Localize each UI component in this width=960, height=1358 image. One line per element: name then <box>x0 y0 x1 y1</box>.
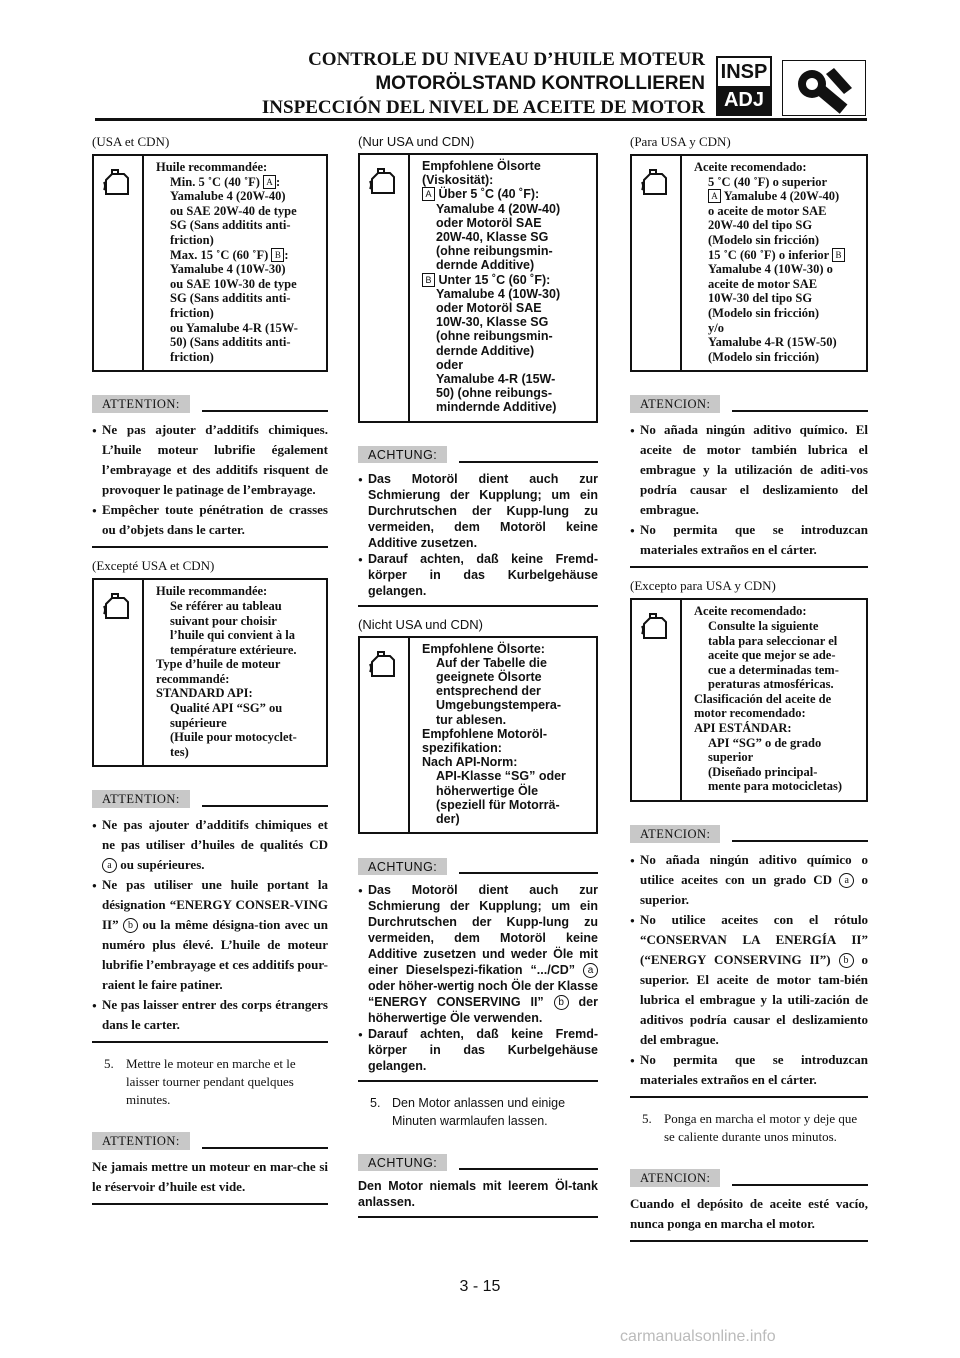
warning-rule <box>459 872 598 874</box>
bullet-dot: ● <box>358 886 363 896</box>
bullet-text: Empêcher toute pénétration de crasses ou d’objets dans le carter. <box>102 502 328 538</box>
bullet-text: Darauf achten, daß keine Fremd-körper in das Kurbelgehäuse gelangen. <box>368 1027 598 1074</box>
caution-3-title <box>630 1168 868 1188</box>
box-line: friction) <box>170 232 214 247</box>
box-line: friction) <box>170 305 214 320</box>
box-line: o aceite de motor SAE <box>708 203 827 218</box>
bullet-dot: ● <box>630 526 635 536</box>
region-label: (Nicht USA und CDN) <box>358 616 483 632</box>
box-line: API ESTÁNDAR: <box>694 721 792 736</box>
box-line: (ohne reibungsmin- <box>436 329 553 344</box>
header-rule <box>95 118 867 121</box>
bullet-text: Ne pas ajouter d’additifs chimiques et ne pas utiliser d’huiles de qualités CD a ou supérieures. <box>102 817 328 873</box>
box-line: STANDARD API: <box>156 686 253 701</box>
bullet-item <box>630 1050 868 1090</box>
caution-2 <box>92 789 328 1043</box>
region-label: (USA et CDN) <box>92 134 170 149</box>
box-line: peraturas atmosféricas. <box>708 677 834 692</box>
oil-spec-box-2-text <box>144 580 305 765</box>
oil-spec-box-1-text <box>144 156 306 370</box>
bullet-dot: ● <box>630 1056 635 1066</box>
caution-1-title <box>92 394 328 414</box>
box-line: Yamalube 4-R (15W-50) <box>708 335 837 350</box>
oil-spec-box-2-text <box>410 638 574 833</box>
caution-3 <box>358 1152 598 1218</box>
bullet-item <box>630 420 868 520</box>
caution-1-body <box>92 420 328 548</box>
bullet-item <box>358 471 598 551</box>
bullet-item <box>92 815 328 875</box>
caution-2 <box>358 856 598 1082</box>
bullet-text: Ne pas utiliser une huile portant la désignation “ENERGY CONSER-VING II” b ou la même désigna-tion avec un numéro plus élevé. L’huile de moteur lubrifie l’embrayage et ces additifs pour-raient le faire patiner. <box>102 877 328 993</box>
bullet-item <box>92 420 328 500</box>
bullet-text: Ne pas laisser entrer des corps étrangers dans le carter. <box>102 997 328 1033</box>
caution-3-body: Den Motor niemals mit leerem Öl-tank anlassen. <box>358 1178 598 1218</box>
box-line: (Diseñado principal- <box>708 764 818 779</box>
box-line: (Modelo sin fricción) <box>708 349 820 364</box>
box-line: 50) (Sans additits anti- <box>170 335 291 350</box>
oil-spec-box-1-text <box>682 156 853 370</box>
bullet-item <box>358 551 598 599</box>
box-line: motor recomendado: <box>694 706 806 721</box>
caution-1-title <box>630 394 868 414</box>
caution-1 <box>630 394 868 568</box>
oil-spec-box-2 <box>92 578 328 767</box>
bullet-item <box>630 850 868 910</box>
ref-box-b: B <box>832 248 845 262</box>
warning-rule <box>459 1168 598 1170</box>
box-line: Auf der Tabelle die <box>436 655 547 670</box>
warning-label: ATENCION: <box>630 825 720 843</box>
bullet-item <box>92 875 328 995</box>
step-5 <box>92 1055 328 1109</box>
page-header <box>262 48 705 120</box>
box-line: ou Yamalube 4-R (15W- <box>170 320 298 335</box>
warning-label: ATTENTION: <box>92 395 190 413</box>
box-line: Yamalube 4 (10W-30) o <box>708 262 833 277</box>
step-number: 5. <box>642 1111 652 1127</box>
warning-label: ATTENTION: <box>92 790 190 808</box>
box-line: 20W-40 del tipo SG <box>708 218 813 233</box>
bullet-item <box>92 500 328 540</box>
box-line: friction) <box>170 349 214 364</box>
watermark: carmanualsonline.info <box>620 1328 776 1345</box>
box-line: API “SG” o de grado <box>708 735 822 750</box>
caution-3-body: Cuando el depósito de aceite esté vacío, nunca ponga en marcha el motor. <box>630 1194 868 1242</box>
box-line: Yamalube 4 (10W-30) <box>436 286 561 301</box>
box-line: 15 ˚C (60 ˚F) o inferior B <box>694 248 845 263</box>
warning-label: ACHTUNG: <box>358 858 447 875</box>
box-line: cue a determinadas tem- <box>708 662 839 677</box>
box-line: Aceite recomendado: <box>694 160 807 174</box>
caution-2-title <box>630 824 868 844</box>
title-es: INSPECCIÓN DEL NIVEL DE ACEITE DE MOTOR <box>261 97 705 118</box>
bullet-dot: ● <box>358 554 363 564</box>
box-line: mente para motocicletas) <box>708 779 842 794</box>
warning-rule <box>202 1147 328 1149</box>
bullet-dot: ● <box>358 474 363 484</box>
step-text: Mettre le moteur en marche et le laisser tourner pendant quelques minutes. <box>126 1056 296 1108</box>
caution-3-title <box>92 1131 328 1151</box>
step-text: Den Motor anlassen und einige Minuten warmlaufen lassen. <box>392 1096 566 1129</box>
caution-1 <box>358 445 598 607</box>
bullet-dot: ● <box>630 916 635 926</box>
ref-circle-b: b <box>839 953 854 968</box>
bullet-dot: ● <box>92 506 97 516</box>
oil-spec-box-2 <box>358 636 598 835</box>
ref-box-a: A <box>708 189 721 203</box>
box-line: A Über 5 ˚C (40 ˚F): <box>422 187 560 201</box>
column-de <box>358 128 598 1218</box>
ref-circle-a: a <box>102 858 117 873</box>
box-line: Qualité API “SG” ou <box>170 701 283 716</box>
box-line: aceite de motor SAE <box>708 276 818 291</box>
box-line: (ohne reibungsmin- <box>436 244 553 259</box>
oil-can-icon <box>632 600 682 800</box>
bullet-text: Das Motoröl dient auch zur Schmierung der Kupplung; um ein Durchrutschen der Kupp-lung zu vermeiden, dem Motoröl keine Additive zusetzen. <box>368 471 598 550</box>
box-line: 5 ˚C (40 ˚F) o superior <box>708 174 828 189</box>
step-5 <box>630 1110 868 1146</box>
box-line: Huile recommandée: <box>156 160 268 174</box>
box-line: Yamalube 4 (10W-30) <box>170 262 286 277</box>
box-line: Aceite recomendado: <box>694 604 807 619</box>
box-line: Clasificación del aceite de <box>694 691 832 706</box>
warning-label: ATTENTION: <box>92 1132 190 1150</box>
bullet-text: No utilice aceites con el rótulo “CONSERVAN LA ENERGÍA II” (“ENERGY CONSERVING II”) b o superior. El aceite de motor tam-bién lubrica el embrague y la utili-zación de aditivos podría causar el deslizamiento del embrague. <box>640 912 868 1048</box>
bullet-text: Darauf achten, daß keine Fremd-körper in das Kurbelgehäuse gelangen. <box>368 551 598 598</box>
caution-2-title <box>92 789 328 809</box>
box-line: 50) (ohne reibungs- <box>436 386 552 401</box>
box-line: (Modelo sin fricción) <box>708 305 820 320</box>
box-line: Empfohlene Ölsorte <box>422 159 541 173</box>
bullet-text: Ne pas ajouter d’additifs chimiques. L’huile moteur lubrifie également l’embrayage et des additifs risquent de provoquer le patinage de l’embrayage. <box>102 422 328 498</box>
box-line: 10W-30, Klasse SG <box>436 315 549 330</box>
caution-1-body <box>358 471 598 607</box>
bullet-dot: ● <box>92 426 97 436</box>
box-line: oder Motoröl SAE <box>436 301 542 316</box>
caution-1-title <box>358 445 598 465</box>
oil-can-icon <box>632 156 682 370</box>
box-line: A Yamalube 4 (20W-40) <box>694 189 845 204</box>
warning-label: ACHTUNG: <box>358 1154 447 1171</box>
step-number: 5. <box>104 1056 114 1072</box>
box-line: Min. 5 ˚C (40 ˚F) A : <box>170 174 281 189</box>
box-line: entsprechend der <box>436 684 541 699</box>
bullet-item <box>630 910 868 1050</box>
bullet-text: No añada ningún aditivo químico. El aceite de motor también lubrica el embrague y la utilización de aditi-vos podría causar el deslizamiento del embrague. <box>640 422 868 518</box>
bullet-dot: ● <box>358 1030 363 1040</box>
ref-box-a: A <box>263 175 276 189</box>
box-line: Type d’huile de moteur <box>156 657 281 672</box>
title-de: MOTORÖLSTAND KONTROLLIEREN <box>375 73 705 94</box>
oil-spec-box-1 <box>92 154 328 372</box>
box-line: (Viskosität): <box>422 173 494 188</box>
bullet-dot: ● <box>92 1001 97 1011</box>
box-line: (speziell für Motorrä- <box>436 797 560 812</box>
bullet-text: No añada ningún aditivo químico o utilice aceites con un grado CD a o superior. <box>640 852 868 908</box>
box-line: température extérieure. <box>170 642 297 657</box>
oil-spec-box-2-text <box>682 600 850 800</box>
ref-circle-a: a <box>839 873 854 888</box>
oil-spec-box-1-text <box>410 155 568 421</box>
caution-1-body <box>630 420 868 568</box>
oil-can-icon <box>94 156 144 370</box>
caution-2-body <box>92 815 328 1043</box>
bullet-dot: ● <box>92 821 97 831</box>
warning-label: ATENCION: <box>630 395 720 413</box>
warning-rule <box>202 410 328 412</box>
ref-box-b: B <box>271 248 284 262</box>
oil-can-icon <box>360 638 410 833</box>
box-line: (Modelo sin fricción) <box>708 232 820 247</box>
box-line: tur ablesen. <box>436 712 507 727</box>
box-line: dernde Additive) <box>436 258 535 273</box>
box-line: Empfohlene Ölsorte: <box>422 641 545 656</box>
warning-rule <box>732 840 868 842</box>
ref-box-a: A <box>422 187 435 201</box>
warning-rule <box>732 410 868 412</box>
warning-rule <box>732 1184 868 1186</box>
box-line: oder <box>436 357 464 372</box>
oil-can-icon <box>360 155 410 421</box>
box-line: API-Klasse “SG” oder <box>436 769 566 784</box>
caution-3 <box>630 1168 868 1242</box>
box-line: höherwertige Öle <box>436 783 539 798</box>
box-line: geeignete Ölsorte <box>436 670 542 685</box>
column-es <box>630 128 868 1242</box>
caution-2-body <box>630 850 868 1098</box>
column-fr <box>92 128 328 1205</box>
oil-spec-box-1 <box>630 154 868 372</box>
ref-circle-a: a <box>583 963 598 978</box>
caution-2 <box>630 824 868 1098</box>
badge-bottom: ADJ <box>718 86 770 114</box>
box-line: dernde Additive) <box>436 343 535 358</box>
box-line: recommandé: <box>156 671 230 686</box>
oil-spec-box-2 <box>630 598 868 802</box>
box-line: ou SAE 20W-40 de type <box>170 203 297 218</box>
box-line: Consulte la siguiente <box>708 618 819 633</box>
step-number: 5. <box>370 1096 381 1111</box>
box-line: der) <box>436 812 460 827</box>
box-line: l’huile qui convient à la <box>170 628 296 643</box>
box-line: oder Motoröl SAE <box>436 215 542 230</box>
oil-spec-box-1 <box>358 153 598 423</box>
box-line: 10W-30 del tipo SG <box>708 291 813 306</box>
box-line: Nach API-Norm: <box>422 755 518 770</box>
step-5 <box>358 1094 598 1130</box>
warning-rule <box>202 805 328 807</box>
bullet-item <box>358 882 598 1026</box>
caution-2-body <box>358 882 598 1082</box>
box-line: tabla para seleccionar el <box>708 633 838 648</box>
region-label: (Nur USA und CDN) <box>358 134 475 149</box>
step-text: Ponga en marcha el motor y deje que se caliente durante unos minutos. <box>664 1111 858 1145</box>
ref-circle-b: b <box>554 995 569 1010</box>
region-label: (Para USA y CDN) <box>630 134 731 149</box>
caution-2-title <box>358 856 598 876</box>
box-line: Umgebungstempera- <box>436 698 562 713</box>
box-line: Max. 15 ˚C (60 ˚F) B : <box>170 247 289 262</box>
title-fr: CONTROLE DU NIVEAU D’HUILE MOTEUR <box>308 49 705 70</box>
box-line: Yamalube 4-R (15W- <box>436 372 556 387</box>
bullet-text: No permita que se introduzcan materiales extraños en el cárter. <box>640 1052 868 1088</box>
bullet-text: Das Motoröl dient auch zur Schmierung der Kupplung; um ein Durchrutschen der Kupp-lung zu vermeiden, dem Motoröl keine Additive zusetzen und weder Öle mit einer Dieselspezi-fikation “.../CD” a oder höher-wertig noch Öle der Klasse “ENERGY CONSERVING II” b der höherwertige Öle verwenden. <box>368 883 598 1026</box>
box-line: Huile recommandée: <box>156 584 268 599</box>
page-number: 3 - 15 <box>459 1278 501 1295</box>
box-line: suivant pour choisir <box>170 613 277 628</box>
bullet-dot: ● <box>92 881 97 891</box>
box-line: aceite que mejor se ade- <box>708 648 836 663</box>
box-line: Yamalube 4 (20W-40) <box>170 189 286 204</box>
warning-rule <box>459 461 598 463</box>
box-line: tes) <box>170 744 189 759</box>
box-line: SG (Sans additits anti- <box>170 218 291 233</box>
box-line: y/o <box>708 320 724 335</box>
box-line: SG (Sans additits anti- <box>170 291 291 306</box>
region-label: (Excepté USA et CDN) <box>92 558 215 574</box>
caution-3-title <box>358 1152 598 1172</box>
bullet-item <box>92 995 328 1035</box>
region-label: (Excepto para USA y CDN) <box>630 578 776 594</box>
bullet-text: No permita que se introduzcan materiales extraños en el cárter. <box>640 522 868 558</box>
badge-top: INSP <box>720 61 768 83</box>
warning-label: ACHTUNG: <box>358 446 447 463</box>
box-line: spezifikation: <box>422 741 502 756</box>
box-line: Se référer au tableau <box>170 598 282 613</box>
wrench-icon <box>782 60 866 116</box>
box-line: mindernde Additive) <box>436 400 557 415</box>
ref-circle-b: b <box>123 918 138 933</box>
box-line: Yamalube 4 (20W-40) <box>436 201 561 216</box>
box-line: 20W-40, Klasse SG <box>436 230 549 245</box>
caution-1 <box>92 394 328 548</box>
bullet-item <box>630 520 868 560</box>
ref-box-b: B <box>422 273 435 287</box>
box-line: superior <box>708 750 754 765</box>
bullet-dot: ● <box>630 856 635 866</box>
box-line: supérieure <box>170 715 227 730</box>
caution-3 <box>92 1131 328 1205</box>
box-line: B Unter 15 ˚C (60 ˚F): <box>422 273 560 287</box>
oil-can-icon <box>94 580 144 765</box>
insp-adj-badge <box>716 56 772 116</box>
bullet-dot: ● <box>630 426 635 436</box>
box-line: (Huile pour motocyclet- <box>170 730 297 745</box>
box-line: ou SAE 10W-30 de type <box>170 276 297 291</box>
caution-3-body: Ne jamais mettre un moteur en mar-che si le réservoir d’huile est vide. <box>92 1157 328 1205</box>
bullet-item <box>358 1026 598 1074</box>
warning-label: ATENCION: <box>630 1169 720 1187</box>
box-line: Empfohlene Motoröl- <box>422 726 547 741</box>
